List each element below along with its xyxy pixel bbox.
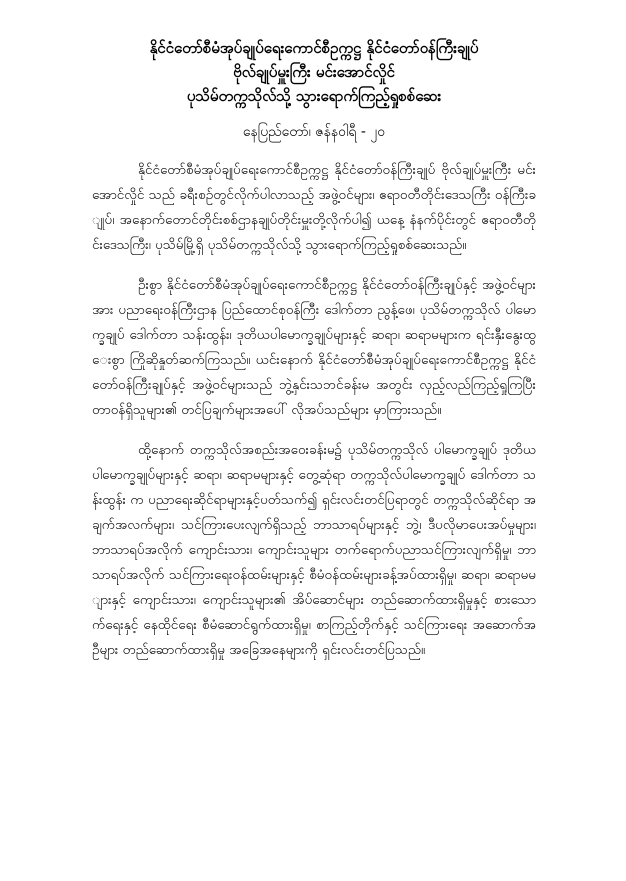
headline-line-2: ဗိုလ်ချုပ်မှူးကြီး မင်းအောင်လှိုင် [233, 63, 395, 81]
body-paragraph-2: ဦးစွာ နိုင်ငံတော်စီမံအုပ်ချုပ်ရေးကောင်စီဥက္ကဋ္ဌ နိုင်ငံတော်ဝန်ကြီးချုပ်နှင့် အဖွဲ့ဝင်များအား ပညာရေးဝန်ကြီးဌာန ပြည်ထောင်စုဝန်ကြီး ဒေါက်တာ ညွန့်ဖေ၊ ပုသိမ်တက္ကသိုလ် ပါမောက္ခချုပ် ဒေါက်တာ သန်းထွန်း၊ ဒုတိယပါမောက္ခချုပ်များနှင့် ဆရာ၊ ဆရာမများက ရင်းနှီးနွေးထွေးစွာ ကြိုဆိုနှုတ်ဆက်ကြသည်။ ယင်းနောက် နိုင်ငံတော်စီမံအုပ်ချုပ်ရေးကောင်စီဥက္ကဋ္ဌ နိုင်ငံတော်ဝန်ကြီးချုပ်နှင့် အဖွဲ့ဝင်များသည် ဘွဲ့နှင်းသဘင်ခန်းမ အတွင်း လှည့်လည်ကြည့်ရှုကြပြီး တာဝန်ရှိသူများ၏ တင်ပြချက်များအပေါ် လိုအပ်သည်များ မှာကြားသည်။ [92, 277, 536, 418]
headline-line-1: နိုင်ငံတော်စီမံအုပ်ချုပ်ရေးကောင်စီဥက္ကဋ္ဌ နိုင်ငံတော်ဝန်ကြီးချုပ် [149, 39, 479, 57]
body-paragraph-1: နိုင်ငံတော်စီမံအုပ်ချုပ်ရေးကောင်စီဥက္ကဋ္ဌ နိုင်ငံတော်ဝန်ကြီးချုပ် ဗိုလ်ချုပ်မှူးကြီး မင်းအောင်လှိုင် သည် ခရီးစဉ်တွင်လိုက်ပါလာသည့် အဖွဲ့ဝင်များ၊ ဧရာဝတီတိုင်းဒေသကြီး ဝန်ကြီးချုပ်၊ အနောက်တောင်တိုင်းစစ်ဌာနချုပ်တိုင်းမှူးတို့လိုက်ပါ၍ ယနေ့ နံနက်ပိုင်းတွင် ဧရာဝတီတိုင်းဒေသကြီး၊ ပုသိမ်မြို့ရှိ ပုသိမ်တက္ကသိုလ်သို့ သွားရောက်ကြည့်ရှုစစ်ဆေးသည်။ [92, 162, 536, 253]
dateline: နေပြည်တော်၊ ဇန်နဝါရီ - ၂၀ [242, 124, 386, 140]
headline-line-3: ပုသိမ်တက္ကသိုလ်သို့ သွားရောက်ကြည့်ရှုစစ်ဆေး [186, 87, 442, 105]
body-paragraph-3: ထို့နောက် တက္ကသိုလ်အစည်းအဝေးခန်းမ၌ ပုသိမ်တက္ကသိုလ် ပါမောက္ခချုပ် ဒုတိယပါမောက္ခချုပ်များနှင့် ဆရာ၊ ဆရာမများနှင့် တွေ့ဆုံရာ တက္ကသိုလ်ပါမောက္ခချုပ် ဒေါက်တာ သန်းထွန်း က ပညာရေးဆိုင်ရာများနှင့်ပတ်သက်၍ ရှင်းလင်းတင်ပြရာတွင် တက္ကသိုလ်ဆိုင်ရာ အချက်အလက်များ၊ သင်ကြားပေးလျက်ရှိသည့် ဘာသာရပ်များနှင့် ဘွဲ့၊ ဒီပလိုမာပေးအပ်မှုများ၊ ဘာသာရပ်အလိုက် ကျောင်းသား၊ ကျောင်းသူများ တက်ရောက်ပညာသင်ကြားလျက်ရှိမှု၊ ဘာသာရပ်အလိုက် သင်ကြားရေးဝန်ထမ်းများနှင့် စီမံဝန်ထမ်းများခန့်အပ်ထားရှိမှု၊ ဆရာ၊ ဆရာမများနှင့် ကျောင်းသား၊ ကျောင်းသူများ၏ အိပ်ဆောင်များ တည်ဆောက်ထားရှိမှုနှင့် စား‌သောက်ရေးနှင့် နေထိုင်ရေး စီမံဆောင်ရွက်ထားရှိမှု၊ စာကြည့်တိုက်နှင့် သင်ကြားရေး အဆောက်အဦများ တည်ဆောက်ထားရှိမှု အခြေအနေများကို ရှင်းလင်းတင်ပြသည်။ [92, 442, 536, 658]
